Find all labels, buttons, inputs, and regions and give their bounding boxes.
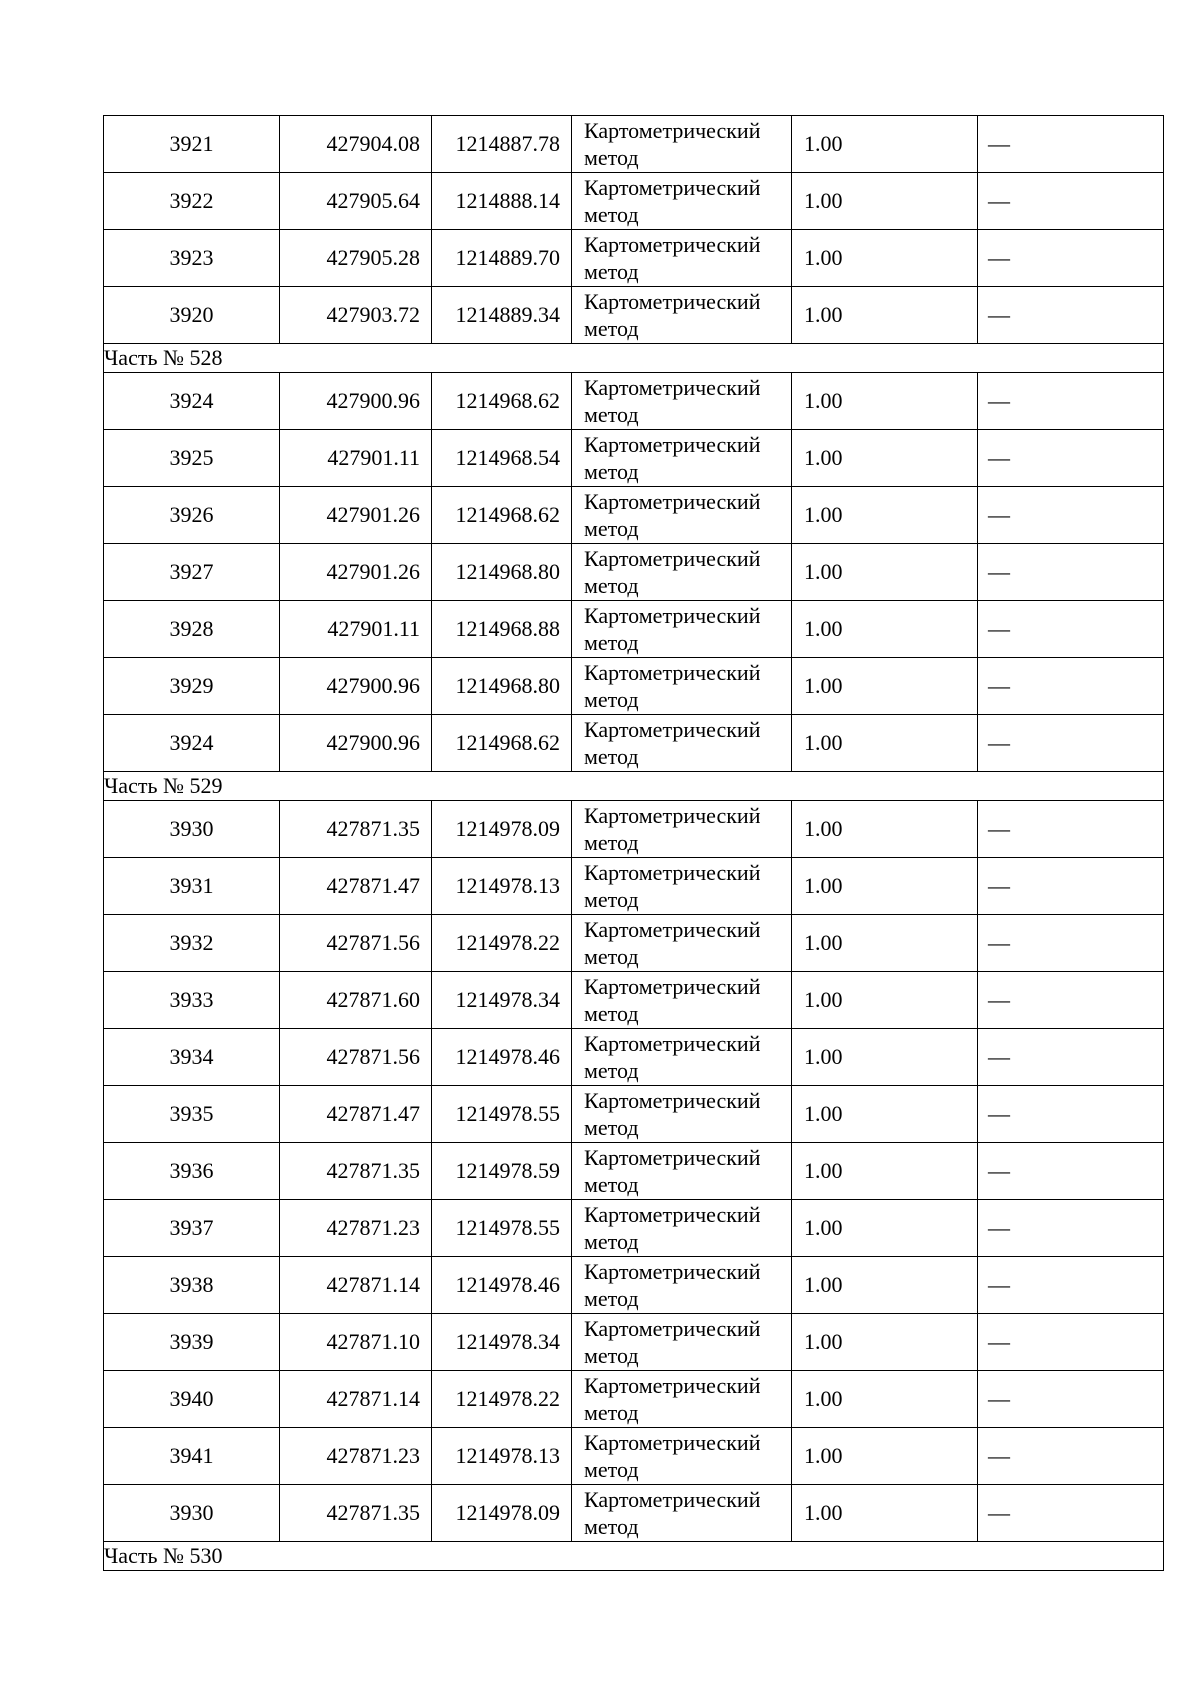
- y-coordinate-cell: 1214968.80: [432, 658, 572, 715]
- accuracy-cell: 1.00: [792, 1029, 978, 1086]
- y-coordinate-cell: 1214978.09: [432, 1485, 572, 1542]
- accuracy-cell: 1.00: [792, 858, 978, 915]
- point-number-cell: 3933: [104, 972, 280, 1029]
- point-number-cell: 3924: [104, 373, 280, 430]
- x-coordinate-cell: 427871.23: [280, 1428, 432, 1485]
- table-row: [104, 801, 1164, 858]
- method-cell: Картометрический метод: [572, 1257, 792, 1314]
- section-label: Часть № 529: [104, 772, 1164, 801]
- x-coordinate-cell: 427901.26: [280, 487, 432, 544]
- point-number-cell: 3929: [104, 658, 280, 715]
- accuracy-cell: 1.00: [792, 230, 978, 287]
- method-cell: Картометрический метод: [572, 1086, 792, 1143]
- x-coordinate-cell: 427871.35: [280, 801, 432, 858]
- y-coordinate-cell: 1214968.54: [432, 430, 572, 487]
- x-coordinate-cell: 427901.11: [280, 430, 432, 487]
- table-row: [104, 173, 1164, 230]
- coordinates-table: [103, 115, 1164, 1571]
- x-coordinate-cell: 427871.47: [280, 1086, 432, 1143]
- x-coordinate-cell: 427871.35: [280, 1143, 432, 1200]
- y-coordinate-cell: 1214978.46: [432, 1029, 572, 1086]
- description-cell: —: [978, 1314, 1164, 1371]
- y-coordinate-cell: 1214968.88: [432, 601, 572, 658]
- coordinates-table-body: [104, 116, 1164, 1571]
- accuracy-cell: 1.00: [792, 915, 978, 972]
- accuracy-cell: 1.00: [792, 1428, 978, 1485]
- point-number-cell: 3936: [104, 1143, 280, 1200]
- y-coordinate-cell: 1214978.22: [432, 915, 572, 972]
- accuracy-cell: 1.00: [792, 1200, 978, 1257]
- accuracy-cell: 1.00: [792, 972, 978, 1029]
- point-number-cell: 3938: [104, 1257, 280, 1314]
- accuracy-cell: 1.00: [792, 487, 978, 544]
- accuracy-cell: 1.00: [792, 1485, 978, 1542]
- y-coordinate-cell: 1214887.78: [432, 116, 572, 173]
- table-row: [104, 1029, 1164, 1086]
- table-row: [104, 230, 1164, 287]
- y-coordinate-cell: 1214889.70: [432, 230, 572, 287]
- accuracy-cell: 1.00: [792, 801, 978, 858]
- accuracy-cell: 1.00: [792, 373, 978, 430]
- table-row: [104, 544, 1164, 601]
- table-row: [104, 487, 1164, 544]
- y-coordinate-cell: 1214978.59: [432, 1143, 572, 1200]
- method-cell: Картометрический метод: [572, 801, 792, 858]
- point-number-cell: 3941: [104, 1428, 280, 1485]
- accuracy-cell: 1.00: [792, 1371, 978, 1428]
- accuracy-cell: 1.00: [792, 544, 978, 601]
- description-cell: —: [978, 1086, 1164, 1143]
- point-number-cell: 3940: [104, 1371, 280, 1428]
- y-coordinate-cell: 1214889.34: [432, 287, 572, 344]
- x-coordinate-cell: 427871.56: [280, 915, 432, 972]
- table-row: [104, 601, 1164, 658]
- description-cell: —: [978, 430, 1164, 487]
- method-cell: Картометрический метод: [572, 230, 792, 287]
- x-coordinate-cell: 427900.96: [280, 715, 432, 772]
- y-coordinate-cell: 1214978.13: [432, 1428, 572, 1485]
- description-cell: —: [978, 1029, 1164, 1086]
- accuracy-cell: 1.00: [792, 116, 978, 173]
- description-cell: —: [978, 1371, 1164, 1428]
- description-cell: —: [978, 1143, 1164, 1200]
- accuracy-cell: 1.00: [792, 430, 978, 487]
- table-row: [104, 373, 1164, 430]
- y-coordinate-cell: 1214968.62: [432, 373, 572, 430]
- y-coordinate-cell: 1214888.14: [432, 173, 572, 230]
- point-number-cell: 3930: [104, 1485, 280, 1542]
- x-coordinate-cell: 427871.60: [280, 972, 432, 1029]
- point-number-cell: 3926: [104, 487, 280, 544]
- method-cell: Картометрический метод: [572, 1029, 792, 1086]
- description-cell: —: [978, 1200, 1164, 1257]
- description-cell: —: [978, 1485, 1164, 1542]
- method-cell: Картометрический метод: [572, 1200, 792, 1257]
- point-number-cell: 3925: [104, 430, 280, 487]
- description-cell: —: [978, 658, 1164, 715]
- point-number-cell: 3922: [104, 173, 280, 230]
- x-coordinate-cell: 427871.14: [280, 1371, 432, 1428]
- x-coordinate-cell: 427900.96: [280, 658, 432, 715]
- point-number-cell: 3931: [104, 858, 280, 915]
- table-row: [104, 715, 1164, 772]
- x-coordinate-cell: 427905.64: [280, 173, 432, 230]
- description-cell: —: [978, 487, 1164, 544]
- table-row: [104, 1428, 1164, 1485]
- table-row: [104, 1200, 1164, 1257]
- x-coordinate-cell: 427900.96: [280, 373, 432, 430]
- point-number-cell: 3937: [104, 1200, 280, 1257]
- y-coordinate-cell: 1214978.34: [432, 1314, 572, 1371]
- accuracy-cell: 1.00: [792, 1086, 978, 1143]
- y-coordinate-cell: 1214978.46: [432, 1257, 572, 1314]
- point-number-cell: 3921: [104, 116, 280, 173]
- method-cell: Картометрический метод: [572, 1314, 792, 1371]
- method-cell: Картометрический метод: [572, 173, 792, 230]
- table-row: [104, 1371, 1164, 1428]
- table-row: [104, 1086, 1164, 1143]
- point-number-cell: 3928: [104, 601, 280, 658]
- x-coordinate-cell: 427871.56: [280, 1029, 432, 1086]
- point-number-cell: 3939: [104, 1314, 280, 1371]
- point-number-cell: 3927: [104, 544, 280, 601]
- x-coordinate-cell: 427871.47: [280, 858, 432, 915]
- point-number-cell: 3923: [104, 230, 280, 287]
- point-number-cell: 3920: [104, 287, 280, 344]
- method-cell: Картометрический метод: [572, 601, 792, 658]
- table-row: [104, 430, 1164, 487]
- table-row: [104, 1485, 1164, 1542]
- description-cell: —: [978, 287, 1164, 344]
- description-cell: —: [978, 544, 1164, 601]
- description-cell: —: [978, 373, 1164, 430]
- y-coordinate-cell: 1214978.09: [432, 801, 572, 858]
- accuracy-cell: 1.00: [792, 601, 978, 658]
- y-coordinate-cell: 1214968.62: [432, 487, 572, 544]
- table-row: [104, 287, 1164, 344]
- method-cell: Картометрический метод: [572, 715, 792, 772]
- table-row: [104, 915, 1164, 972]
- accuracy-cell: 1.00: [792, 287, 978, 344]
- accuracy-cell: 1.00: [792, 1143, 978, 1200]
- section-header-row: [104, 1542, 1164, 1571]
- method-cell: Картометрический метод: [572, 972, 792, 1029]
- x-coordinate-cell: 427901.26: [280, 544, 432, 601]
- description-cell: —: [978, 230, 1164, 287]
- description-cell: —: [978, 1428, 1164, 1485]
- description-cell: —: [978, 1257, 1164, 1314]
- description-cell: —: [978, 858, 1164, 915]
- method-cell: Картометрический метод: [572, 287, 792, 344]
- y-coordinate-cell: 1214978.22: [432, 1371, 572, 1428]
- table-row: [104, 858, 1164, 915]
- y-coordinate-cell: 1214968.62: [432, 715, 572, 772]
- point-number-cell: 3932: [104, 915, 280, 972]
- description-cell: —: [978, 601, 1164, 658]
- description-cell: —: [978, 715, 1164, 772]
- accuracy-cell: 1.00: [792, 715, 978, 772]
- description-cell: —: [978, 116, 1164, 173]
- table-row: [104, 1314, 1164, 1371]
- y-coordinate-cell: 1214968.80: [432, 544, 572, 601]
- method-cell: Картометрический метод: [572, 544, 792, 601]
- description-cell: —: [978, 915, 1164, 972]
- accuracy-cell: 1.00: [792, 173, 978, 230]
- point-number-cell: 3935: [104, 1086, 280, 1143]
- description-cell: —: [978, 972, 1164, 1029]
- point-number-cell: 3924: [104, 715, 280, 772]
- table-row: [104, 116, 1164, 173]
- x-coordinate-cell: 427905.28: [280, 230, 432, 287]
- table-row: [104, 658, 1164, 715]
- y-coordinate-cell: 1214978.34: [432, 972, 572, 1029]
- method-cell: Картометрический метод: [572, 373, 792, 430]
- accuracy-cell: 1.00: [792, 1314, 978, 1371]
- table-row: [104, 1257, 1164, 1314]
- point-number-cell: 3930: [104, 801, 280, 858]
- section-header-row: [104, 772, 1164, 801]
- table-row: [104, 1143, 1164, 1200]
- method-cell: Картометрический метод: [572, 658, 792, 715]
- x-coordinate-cell: 427904.08: [280, 116, 432, 173]
- accuracy-cell: 1.00: [792, 1257, 978, 1314]
- x-coordinate-cell: 427871.23: [280, 1200, 432, 1257]
- y-coordinate-cell: 1214978.55: [432, 1200, 572, 1257]
- method-cell: Картометрический метод: [572, 1485, 792, 1542]
- table-row: [104, 972, 1164, 1029]
- x-coordinate-cell: 427871.14: [280, 1257, 432, 1314]
- accuracy-cell: 1.00: [792, 658, 978, 715]
- method-cell: Картометрический метод: [572, 858, 792, 915]
- description-cell: —: [978, 801, 1164, 858]
- description-cell: —: [978, 173, 1164, 230]
- method-cell: Картометрический метод: [572, 1371, 792, 1428]
- method-cell: Картометрический метод: [572, 430, 792, 487]
- y-coordinate-cell: 1214978.55: [432, 1086, 572, 1143]
- x-coordinate-cell: 427901.11: [280, 601, 432, 658]
- y-coordinate-cell: 1214978.13: [432, 858, 572, 915]
- point-number-cell: 3934: [104, 1029, 280, 1086]
- x-coordinate-cell: 427903.72: [280, 287, 432, 344]
- section-label: Часть № 528: [104, 344, 1164, 373]
- section-label: Часть № 530: [104, 1542, 1164, 1571]
- x-coordinate-cell: 427871.35: [280, 1485, 432, 1542]
- method-cell: Картометрический метод: [572, 1428, 792, 1485]
- method-cell: Картометрический метод: [572, 487, 792, 544]
- method-cell: Картометрический метод: [572, 915, 792, 972]
- method-cell: Картометрический метод: [572, 116, 792, 173]
- x-coordinate-cell: 427871.10: [280, 1314, 432, 1371]
- section-header-row: [104, 344, 1164, 373]
- method-cell: Картометрический метод: [572, 1143, 792, 1200]
